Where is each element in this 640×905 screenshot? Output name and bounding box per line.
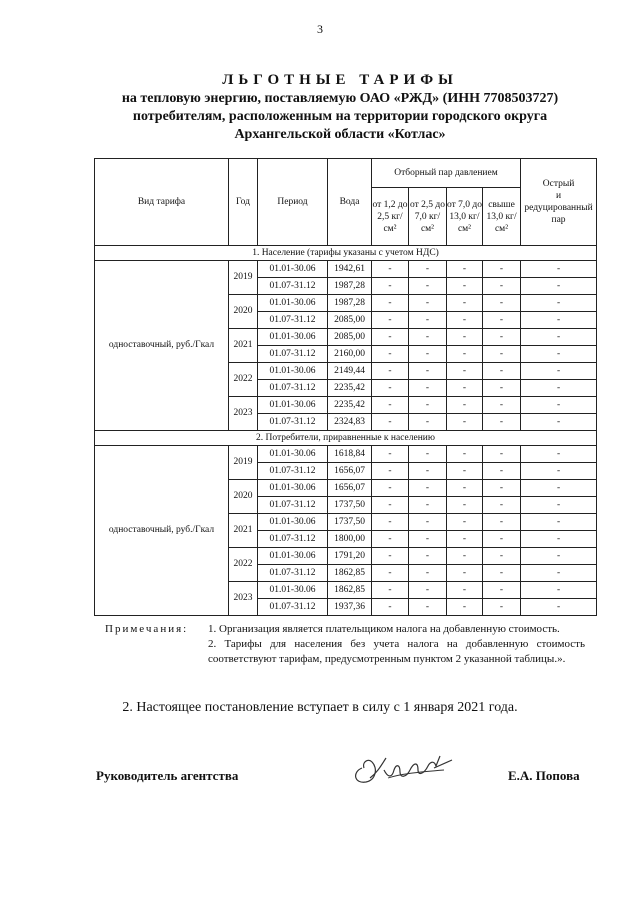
sharp-empty-cell: -: [521, 312, 597, 329]
water-value-cell: 2160,00: [328, 346, 372, 363]
water-value-cell: 1987,28: [328, 278, 372, 295]
p4-empty-cell: -: [483, 414, 521, 431]
water-value-cell: 1942,61: [328, 261, 372, 278]
p2-empty-cell: -: [409, 565, 447, 582]
header-steam-group: Отборный пар давлением: [372, 159, 521, 188]
water-value-cell: 1862,85: [328, 565, 372, 582]
p1-empty-cell: -: [372, 346, 409, 363]
p3-empty-cell: -: [447, 414, 483, 431]
signatory-name: Е.А. Попова: [508, 768, 580, 783]
header-sharp-steam: [521, 159, 597, 246]
period-cell: 01.07-31.12: [258, 599, 328, 616]
water-value-cell: 1656,07: [328, 463, 372, 480]
header-pressure-4: свыше 13,0 кг/см²: [483, 188, 521, 246]
water-value-cell: 1791,20: [328, 548, 372, 565]
p4-empty-cell: -: [483, 261, 521, 278]
water-value-cell: 2085,00: [328, 312, 372, 329]
header-pressure-3: от 7,0 до 13,0 кг/см²: [447, 188, 483, 246]
p3-empty-cell: -: [447, 278, 483, 295]
p3-empty-cell: -: [447, 531, 483, 548]
sharp-empty-cell: -: [521, 446, 597, 463]
p2-empty-cell: -: [409, 261, 447, 278]
year-cell: 2020: [229, 295, 258, 329]
p3-empty-cell: -: [447, 261, 483, 278]
period-cell: 01.07-31.12: [258, 463, 328, 480]
p4-empty-cell: -: [483, 497, 521, 514]
header-water: Вода: [328, 159, 372, 246]
sharp-empty-cell: -: [521, 329, 597, 346]
header-sharp-line-1: Острый: [542, 179, 575, 189]
sharp-empty-cell: -: [521, 582, 597, 599]
p4-empty-cell: -: [483, 295, 521, 312]
period-cell: 01.07-31.12: [258, 312, 328, 329]
p3-empty-cell: -: [447, 380, 483, 397]
p4-empty-cell: -: [483, 565, 521, 582]
p1-empty-cell: -: [372, 599, 409, 616]
header-pressure-2: от 2,5 до 7,0 кг/см²: [409, 188, 447, 246]
year-cell: 2022: [229, 363, 258, 397]
p1-empty-cell: -: [372, 278, 409, 295]
p4-empty-cell: -: [483, 312, 521, 329]
p4-empty-cell: -: [483, 480, 521, 497]
year-cell: 2019: [229, 261, 258, 295]
tariff-type-cell: одноставочный, руб./Гкал: [95, 261, 229, 431]
p4-empty-cell: -: [483, 463, 521, 480]
period-cell: 01.01-30.06: [258, 514, 328, 531]
p3-empty-cell: -: [447, 346, 483, 363]
tariff-table: [94, 158, 597, 616]
period-cell: 01.01-30.06: [258, 582, 328, 599]
p1-empty-cell: -: [372, 446, 409, 463]
p2-empty-cell: -: [409, 531, 447, 548]
p2-empty-cell: -: [409, 446, 447, 463]
header-period: Период: [258, 159, 328, 246]
period-cell: 01.07-31.12: [258, 414, 328, 431]
p1-empty-cell: -: [372, 312, 409, 329]
document-title: [60, 70, 620, 144]
water-value-cell: 2235,42: [328, 397, 372, 414]
p2-empty-cell: -: [409, 497, 447, 514]
sharp-empty-cell: -: [521, 397, 597, 414]
handwritten-signature: [348, 748, 458, 788]
p4-empty-cell: -: [483, 582, 521, 599]
year-cell: 2020: [229, 480, 258, 514]
sharp-empty-cell: -: [521, 565, 597, 582]
p1-empty-cell: -: [372, 397, 409, 414]
year-cell: 2023: [229, 582, 258, 616]
p1-empty-cell: -: [372, 514, 409, 531]
header-pressure-1: от 1,2 до 2,5 кг/см²: [372, 188, 409, 246]
sharp-empty-cell: -: [521, 295, 597, 312]
p1-empty-cell: -: [372, 548, 409, 565]
title-line-3: потребителям, расположенным на территории городского округа: [132, 109, 548, 124]
p1-empty-cell: -: [372, 463, 409, 480]
water-value-cell: 2149,44: [328, 363, 372, 380]
p1-empty-cell: -: [372, 497, 409, 514]
p4-empty-cell: -: [483, 397, 521, 414]
sharp-empty-cell: -: [521, 497, 597, 514]
p2-empty-cell: -: [409, 363, 447, 380]
p4-empty-cell: -: [483, 599, 521, 616]
notes-label: Примечания:: [105, 623, 189, 635]
p4-empty-cell: -: [483, 446, 521, 463]
period-cell: 01.01-30.06: [258, 480, 328, 497]
p2-empty-cell: -: [409, 346, 447, 363]
tariff-type-cell: одноставочный, руб./Гкал: [95, 446, 229, 616]
header-year: Год: [229, 159, 258, 246]
p1-empty-cell: -: [372, 295, 409, 312]
p3-empty-cell: -: [447, 480, 483, 497]
p2-empty-cell: -: [409, 312, 447, 329]
period-cell: 01.07-31.12: [258, 346, 328, 363]
period-cell: 01.01-30.06: [258, 397, 328, 414]
header-sharp-line-3: редуцированный: [524, 203, 593, 213]
p4-empty-cell: -: [483, 329, 521, 346]
p2-empty-cell: -: [409, 463, 447, 480]
period-cell: 01.01-30.06: [258, 363, 328, 380]
water-value-cell: 1737,50: [328, 497, 372, 514]
p2-empty-cell: -: [409, 397, 447, 414]
p3-empty-cell: -: [447, 446, 483, 463]
period-cell: 01.01-30.06: [258, 548, 328, 565]
p1-empty-cell: -: [372, 380, 409, 397]
p4-empty-cell: -: [483, 363, 521, 380]
year-cell: 2021: [229, 329, 258, 363]
p1-empty-cell: -: [372, 414, 409, 431]
water-value-cell: 2085,00: [328, 329, 372, 346]
sharp-empty-cell: -: [521, 463, 597, 480]
p3-empty-cell: -: [447, 497, 483, 514]
p3-empty-cell: -: [447, 582, 483, 599]
p3-empty-cell: -: [447, 397, 483, 414]
sharp-empty-cell: -: [521, 261, 597, 278]
p3-empty-cell: -: [447, 514, 483, 531]
p1-empty-cell: -: [372, 363, 409, 380]
water-value-cell: 1862,85: [328, 582, 372, 599]
sharp-empty-cell: -: [521, 548, 597, 565]
p1-empty-cell: -: [372, 261, 409, 278]
decree-text: 2. Настоящее постановление вступает в силу с 1 января 2021 года.: [122, 700, 518, 715]
note-item-1: 1. Организация является плательщиком налога на добавленную стоимость.: [208, 623, 560, 635]
title-line-4: Архангельской области «Котлас»: [234, 127, 446, 142]
period-cell: 01.07-31.12: [258, 278, 328, 295]
water-value-cell: 2324,83: [328, 414, 372, 431]
p2-empty-cell: -: [409, 329, 447, 346]
p4-empty-cell: -: [483, 548, 521, 565]
period-cell: 01.01-30.06: [258, 329, 328, 346]
p2-empty-cell: -: [409, 599, 447, 616]
sharp-empty-cell: -: [521, 278, 597, 295]
section-title: 1. Население (тарифы указаны с учетом НДС): [95, 246, 597, 261]
sharp-empty-cell: -: [521, 363, 597, 380]
year-cell: 2021: [229, 514, 258, 548]
notes-items: [208, 622, 585, 667]
sharp-empty-cell: -: [521, 531, 597, 548]
p2-empty-cell: -: [409, 582, 447, 599]
note-item-2: 2. Тарифы для населения без учета налога на добавленную стоимость соответствуют тарифам, предусмотренным пунктом 2 указанной таблицы.».: [208, 638, 585, 665]
period-cell: 01.01-30.06: [258, 446, 328, 463]
period-cell: 01.07-31.12: [258, 380, 328, 397]
period-cell: 01.07-31.12: [258, 531, 328, 548]
p1-empty-cell: -: [372, 531, 409, 548]
p3-empty-cell: -: [447, 548, 483, 565]
water-value-cell: 1987,28: [328, 295, 372, 312]
header-tariff-type: Вид тарифа: [95, 159, 229, 246]
period-cell: 01.01-30.06: [258, 295, 328, 312]
period-cell: 01.01-30.06: [258, 261, 328, 278]
p2-empty-cell: -: [409, 414, 447, 431]
water-value-cell: 1618,84: [328, 446, 372, 463]
table-row: [95, 261, 597, 278]
water-value-cell: 1800,00: [328, 531, 372, 548]
year-cell: 2022: [229, 548, 258, 582]
p1-empty-cell: -: [372, 480, 409, 497]
p4-empty-cell: -: [483, 514, 521, 531]
section-title: 2. Потребители, приравненные к населению: [95, 431, 597, 446]
year-cell: 2019: [229, 446, 258, 480]
page-number: 3: [317, 22, 323, 36]
p3-empty-cell: -: [447, 363, 483, 380]
p3-empty-cell: -: [447, 463, 483, 480]
sharp-empty-cell: -: [521, 346, 597, 363]
header-sharp-line-4: пар: [551, 215, 566, 225]
water-value-cell: 1937,36: [328, 599, 372, 616]
title-line-2: на тепловую энергию, поставляемую ОАО «РЖД» (ИНН 7708503727): [121, 91, 559, 106]
signatory-title: Руководитель агентства: [96, 768, 239, 783]
tariff-table-body: [95, 246, 597, 616]
year-cell: 2023: [229, 397, 258, 431]
p2-empty-cell: -: [409, 480, 447, 497]
sharp-empty-cell: -: [521, 380, 597, 397]
title-line-1: ЛЬГОТНЫЕ ТАРИФЫ: [222, 72, 458, 88]
table-row: [95, 446, 597, 463]
header-sharp-line-2: и: [555, 191, 562, 201]
p2-empty-cell: -: [409, 514, 447, 531]
p4-empty-cell: -: [483, 346, 521, 363]
water-value-cell: 1656,07: [328, 480, 372, 497]
p1-empty-cell: -: [372, 565, 409, 582]
p4-empty-cell: -: [483, 278, 521, 295]
p2-empty-cell: -: [409, 278, 447, 295]
water-value-cell: 2235,42: [328, 380, 372, 397]
p2-empty-cell: -: [409, 295, 447, 312]
p3-empty-cell: -: [447, 312, 483, 329]
period-cell: 01.07-31.12: [258, 497, 328, 514]
sharp-empty-cell: -: [521, 414, 597, 431]
p2-empty-cell: -: [409, 548, 447, 565]
p3-empty-cell: -: [447, 329, 483, 346]
p1-empty-cell: -: [372, 329, 409, 346]
p4-empty-cell: -: [483, 531, 521, 548]
water-value-cell: 1737,50: [328, 514, 372, 531]
p3-empty-cell: -: [447, 565, 483, 582]
sharp-empty-cell: -: [521, 480, 597, 497]
sharp-empty-cell: -: [521, 599, 597, 616]
p4-empty-cell: -: [483, 380, 521, 397]
p1-empty-cell: -: [372, 582, 409, 599]
p2-empty-cell: -: [409, 380, 447, 397]
p3-empty-cell: -: [447, 295, 483, 312]
period-cell: 01.07-31.12: [258, 565, 328, 582]
p3-empty-cell: -: [447, 599, 483, 616]
sharp-empty-cell: -: [521, 514, 597, 531]
